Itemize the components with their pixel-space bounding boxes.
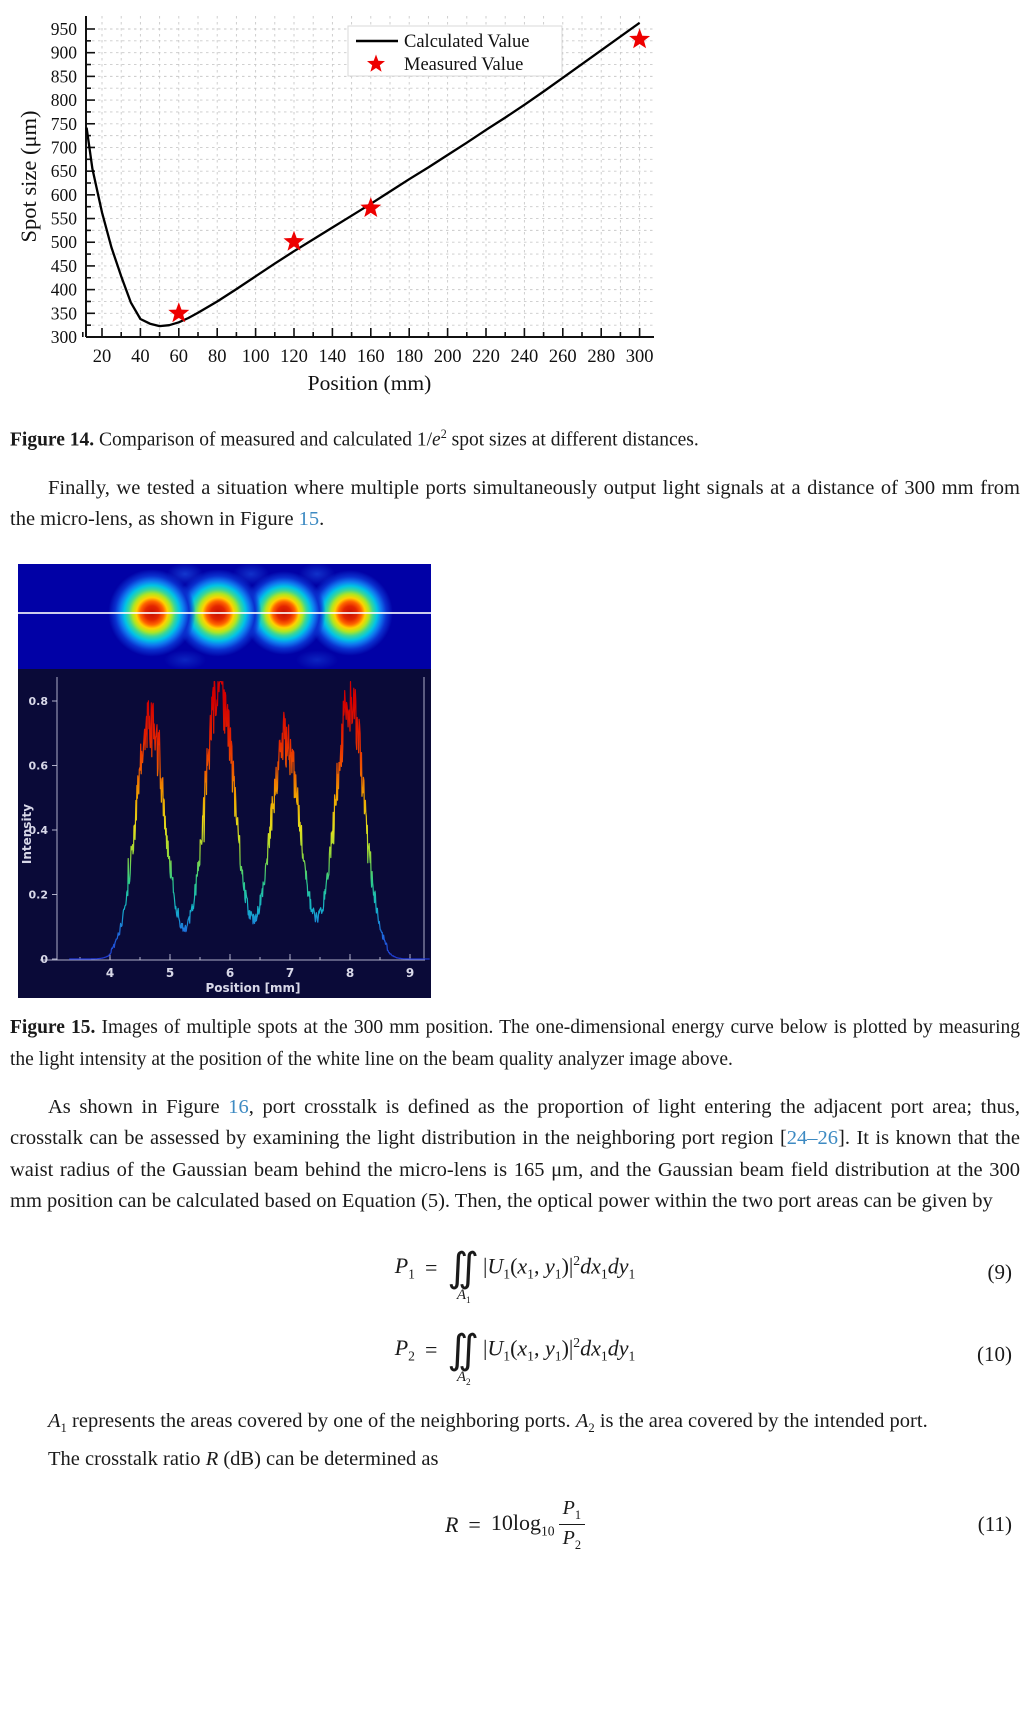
svg-text:350: 350 (50, 303, 77, 324)
equation-10-number: (10) (977, 1341, 1012, 1366)
svg-text:800: 800 (50, 90, 77, 111)
tick-labels (20, 695, 414, 995)
svg-text:600: 600 (50, 184, 77, 205)
x-sub: 1 (527, 1348, 534, 1364)
eq9-integrand (483, 1253, 635, 1283)
svg-text:240: 240 (510, 347, 539, 367)
figure-14-chart (6, 4, 686, 404)
x-axis-title: Position (mm) (307, 371, 432, 395)
equation-9-body (10, 1244, 1020, 1306)
A2-symbol: A (575, 1409, 589, 1432)
eq10-domain: A (456, 1368, 467, 1385)
svg-text:140: 140 (318, 347, 347, 367)
caption-e-symbol: e (432, 429, 441, 451)
svg-text:500: 500 (50, 232, 77, 253)
double-integral (447, 1244, 479, 1306)
U-sub: 1 (503, 1348, 511, 1364)
svg-text:550: 550 (50, 208, 77, 229)
svg-text:400: 400 (50, 279, 77, 300)
paragraph-2-text-2: , port crosstalk is defined as the proportion of light entering the adjacent port area; thus, crosstalk can be assessed by examining the light distribution in the neighboring port region [ (10, 1095, 1020, 1149)
double-integral-glyph: ∬ (447, 1326, 479, 1373)
y: y (544, 1252, 555, 1278)
figure-14 (6, 4, 1030, 404)
caption-exponent: 2 (440, 427, 447, 441)
A1-sub: 1 (60, 1420, 67, 1435)
svg-text:6: 6 (225, 965, 235, 980)
legend-calculated-label: Calculated Value (404, 32, 530, 52)
figure-14-caption (10, 418, 1020, 457)
paragraph-4 (10, 1444, 1020, 1476)
x-axis-title: Position [mm] (205, 980, 301, 995)
figure-15-caption-text: Images of multiple spots at the 300 mm position. The one-dimensional energy curve below is plotted by measuring the light intensity at the position of the white line on the beam quality analyzer image above. (10, 1016, 1020, 1070)
eq9-domain-sub: 1 (466, 1295, 471, 1306)
legend-measured-label: Measured Value (404, 55, 524, 75)
figure-15-caption-label: Figure 15. (10, 1016, 96, 1038)
R-symbol: R (205, 1448, 219, 1471)
page (0, 4, 1030, 1560)
bar: | (482, 1252, 488, 1278)
svg-text:450: 450 (50, 255, 77, 276)
y-axis-title: Intensity (20, 803, 34, 864)
svg-text:0.6: 0.6 (28, 759, 48, 772)
reference-24-26-link[interactable]: 24–26 (786, 1127, 839, 1149)
svg-text:5: 5 (165, 965, 175, 980)
svg-text:280: 280 (587, 347, 616, 367)
eq11-fraction (559, 1496, 585, 1554)
comma: , (533, 1334, 545, 1360)
bar: | (482, 1334, 488, 1360)
paragraph-1-text: Finally, we tested a situation where multiple ports simultaneously output light signals at a distance of 300 mm from the micro-lens, as shown in Figure (10, 476, 1020, 530)
dx-sub: 1 (600, 1348, 608, 1364)
svg-text:750: 750 (50, 113, 77, 134)
double-integral-glyph: ∬ (447, 1244, 479, 1291)
svg-text:900: 900 (50, 42, 77, 63)
paragraph-4-text-2: (dB) can be determined as (218, 1448, 439, 1471)
paragraph-3-text: represents the areas covered by one of the neighboring ports. (66, 1409, 576, 1432)
paren-open: ( (510, 1334, 518, 1360)
svg-text:4: 4 (105, 965, 115, 980)
figure-14-caption-text-2: spot sizes at different distances. (446, 429, 699, 451)
y-sub: 1 (554, 1266, 562, 1282)
eq10-integrand (483, 1335, 635, 1365)
intensity-plot (18, 669, 431, 998)
squared: 2 (573, 1334, 581, 1350)
y-sub: 1 (554, 1348, 562, 1364)
svg-text:0.4: 0.4 (28, 823, 48, 837)
fraction-denominator: P (562, 1527, 575, 1550)
svg-text:260: 260 (548, 347, 577, 367)
figure-16-link[interactable]: 16 (228, 1095, 249, 1118)
paragraph-1-text-2: . (319, 508, 325, 530)
svg-text:0: 0 (40, 952, 48, 966)
svg-text:0.2: 0.2 (28, 888, 48, 901)
eq11-coefficient: 10log (490, 1509, 541, 1535)
dy-sub: 1 (628, 1266, 636, 1282)
intensity-curve (69, 681, 430, 958)
equation-11 (10, 1496, 1020, 1560)
figure-15 (18, 564, 431, 998)
svg-text:9: 9 (405, 965, 415, 980)
svg-text:220: 220 (472, 347, 500, 367)
svg-text:40: 40 (131, 347, 150, 367)
svg-text:8: 8 (345, 965, 355, 980)
A1-symbol: A (48, 1409, 61, 1432)
U: U (487, 1252, 504, 1278)
eq9-P-sub: 1 (408, 1266, 415, 1282)
paragraph-1 (10, 473, 1020, 536)
svg-text:700: 700 (50, 137, 77, 158)
equation-11-body (10, 1496, 1020, 1554)
svg-text:850: 850 (50, 66, 77, 87)
svg-text:0.8: 0.8 (28, 694, 48, 708)
figure-15-caption (10, 1012, 1020, 1076)
paren-close: )| (561, 1334, 574, 1360)
svg-text:100: 100 (241, 347, 270, 367)
dx: dx (580, 1334, 601, 1360)
eq9-P: P (394, 1252, 409, 1278)
squared: 2 (573, 1252, 581, 1268)
svg-text:120: 120 (280, 347, 308, 367)
x: x (517, 1252, 528, 1278)
figure-14-caption-text: Comparison of measured and calculated 1/ (94, 429, 433, 451)
eq10-P-sub: 2 (408, 1348, 415, 1364)
paragraph-2 (10, 1092, 1020, 1218)
svg-text:160: 160 (356, 347, 385, 367)
eq10-P: P (394, 1334, 409, 1360)
legend (348, 26, 562, 76)
dx-sub: 1 (600, 1266, 608, 1282)
svg-text:200: 200 (433, 347, 462, 367)
U: U (487, 1334, 504, 1360)
dx: dx (580, 1252, 601, 1278)
eq11-log-base: 10 (540, 1523, 555, 1539)
paragraph-2-text: As shown in Figure (48, 1095, 229, 1118)
svg-text:20: 20 (92, 347, 112, 367)
paragraph-4-text: The crosstalk ratio (48, 1448, 206, 1471)
eq9-equals: = (424, 1254, 438, 1280)
dy-sub: 1 (628, 1348, 636, 1364)
paren-close: )| (561, 1252, 574, 1278)
paren-open: ( (510, 1252, 518, 1278)
eq10-equals: = (424, 1336, 438, 1362)
svg-text:950: 950 (50, 18, 77, 39)
svg-text:300: 300 (625, 347, 654, 367)
svg-text:650: 650 (50, 161, 77, 182)
scan-line (18, 612, 431, 614)
equation-10-body (10, 1326, 1020, 1388)
axes (40, 677, 425, 960)
fraction-denominator-sub: 2 (574, 1538, 582, 1553)
y-axis-title: Spot size (μm) (16, 110, 41, 243)
fraction-numerator-sub: 1 (574, 1507, 582, 1522)
svg-text:180: 180 (395, 347, 424, 367)
svg-text:80: 80 (207, 347, 227, 367)
comma: , (533, 1252, 545, 1278)
beam-spots-heatmap (18, 564, 431, 669)
A2-sub: 2 (588, 1420, 595, 1435)
eq9-domain: A (456, 1286, 467, 1303)
equation-11-number: (11) (977, 1511, 1012, 1536)
paragraph-2-text-3: ]. It is known that the waist radius of the Gaussian beam behind the micro-lens is 165 μm, and the Gaussian beam field distribution at the 300 mm position can be calculated based on Equation (5). Then, the optical power within the two port areas can be given by (10, 1127, 1020, 1212)
eq11-R: R (444, 1511, 459, 1537)
figure-15-link[interactable]: 15 (298, 508, 320, 530)
x-sub: 1 (527, 1266, 534, 1282)
eq10-domain-sub: 2 (466, 1377, 471, 1388)
svg-text:7: 7 (285, 965, 295, 980)
paragraph-3-text-2: is the area covered by the intended port. (594, 1409, 928, 1432)
double-integral (447, 1326, 479, 1388)
x: x (517, 1334, 528, 1360)
equation-9-number: (9) (987, 1259, 1012, 1284)
eq11-equals: = (468, 1511, 481, 1537)
fraction-numerator: P (562, 1496, 575, 1519)
svg-text:60: 60 (169, 347, 189, 367)
paragraph-3 (10, 1406, 1020, 1445)
y: y (544, 1334, 555, 1360)
dy: dy (607, 1334, 629, 1360)
figure-14-caption-label: Figure 14. (10, 429, 95, 451)
equation-9 (10, 1244, 1020, 1306)
svg-text:300: 300 (50, 327, 77, 347)
U-sub: 1 (503, 1266, 511, 1282)
equation-10 (10, 1326, 1020, 1388)
dy: dy (607, 1252, 629, 1278)
